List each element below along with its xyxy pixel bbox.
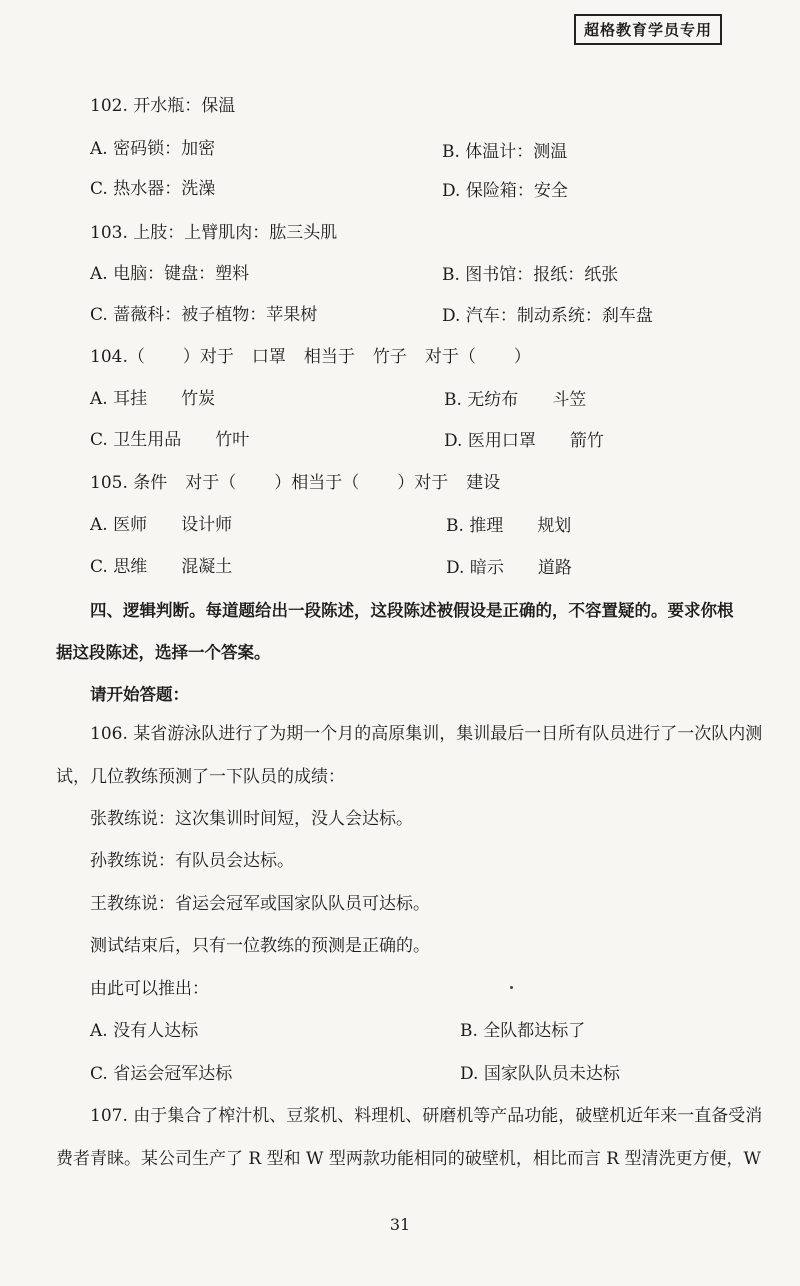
question-102-option-c: C. 热水器：洗澡 (90, 179, 216, 199)
option-label: A. 医师 (90, 515, 148, 535)
question-102-option-d: D. 保险箱：安全 (442, 181, 568, 201)
scan-speck (510, 986, 513, 989)
section-4-heading: 四、逻辑判断。每道题给出一段陈述，这段陈述被假设是正确的，不容置疑的。要求你根 (90, 601, 734, 620)
stem-part: 104.（ (90, 347, 145, 367)
stem-part: 对于（ (424, 347, 476, 367)
option-label: A. 耳挂 (90, 389, 148, 409)
question-102-option-b: B. 体温计：测温 (442, 142, 568, 162)
question-106-wang: 王教练说：省运会冠军或国家队队员可达标。 (90, 894, 430, 914)
stem-part: 口罩 (251, 347, 286, 367)
question-105-option-c (90, 556, 232, 578)
question-106-infer: 由此可以推出： (90, 979, 209, 999)
question-102-option-a: A. 密码锁：加密 (90, 139, 216, 159)
question-107-stem-cont: 费者青睐。某公司生产了 R 型和 W 型两款功能相同的破壁机，相比而言 R 型清洗更方便，W (56, 1149, 761, 1169)
option-value: 斗笠 (552, 390, 587, 410)
option-label: C. 思维 (90, 557, 148, 577)
option-value: 混凝土 (181, 557, 233, 577)
question-106-stem: 106. 某省游泳队进行了为期一个月的高原集训，集训最后一日所有队员进行了一次队内测 (90, 724, 763, 744)
page-number: 31 (389, 1215, 411, 1234)
question-106-option-a: A. 没有人达标 (90, 1021, 199, 1041)
question-106-option-c: C. 省运会冠军达标 (90, 1064, 233, 1084)
question-106-stem-cont: 试，几位教练预测了一下队员的成绩： (56, 767, 345, 787)
question-105-option-b (446, 515, 571, 537)
question-103-option-b: B. 图书馆：报纸：纸张 (442, 265, 619, 285)
option-label: B. 推理 (446, 516, 504, 536)
stem-part: ） (513, 347, 531, 367)
option-label: C. 卫生用品 (90, 430, 182, 450)
question-104-stem (90, 346, 531, 368)
question-106-sun: 孙教练说：有队员会达标。 (90, 851, 294, 871)
option-label: B. 无纺布 (444, 390, 519, 410)
option-label: D. 暗示 (446, 558, 504, 578)
question-104-option-b (444, 389, 586, 411)
stem-part: 竹子 (372, 347, 407, 367)
stem-part: 建设 (466, 473, 501, 493)
question-103-option-d: D. 汽车：制动系统：刹车盘 (442, 306, 653, 326)
stem-part: 相当于 (303, 347, 355, 367)
question-107-stem: 107. 由于集合了榨汁机、豆浆机、料理机、研磨机等产品功能，破壁机近年来一直备受消 (90, 1106, 763, 1126)
question-103-option-c: C. 蔷薇科：被子植物：苹果树 (90, 305, 318, 325)
option-value: 箭竹 (569, 431, 604, 451)
stem-part: ）对于 (182, 347, 234, 367)
stem-part: ）对于 (397, 473, 449, 493)
question-106-result: 测试结束后，只有一位教练的预测是正确的。 (90, 936, 430, 956)
section-4-start: 请开始答题： (90, 685, 189, 704)
option-label: D. 医用口罩 (444, 431, 536, 451)
question-106-option-d: D. 国家队队员未达标 (460, 1064, 620, 1084)
option-value: 竹叶 (215, 430, 250, 450)
question-106-zhang: 张教练说：这次集训时间短，没人会达标。 (90, 809, 413, 829)
header-stamp: 超格教育学员专用 (574, 14, 722, 45)
section-4-heading-cont: 据这段陈述，选择一个答案。 (56, 643, 271, 662)
question-102-stem: 102. 开水瓶：保温 (90, 96, 236, 116)
question-105-option-a (90, 514, 232, 536)
option-value: 设计师 (181, 515, 233, 535)
question-105-option-d (446, 557, 572, 579)
option-value: 道路 (537, 558, 572, 578)
question-103-stem: 103. 上肢：上臂肌肉：肱三头肌 (90, 223, 338, 243)
stem-part: 对于（ (185, 473, 237, 493)
option-value: 竹炭 (181, 389, 216, 409)
question-104-option-a (90, 388, 215, 410)
question-104-option-d (444, 430, 604, 452)
question-105-stem (90, 472, 500, 494)
option-value: 规划 (537, 516, 572, 536)
question-103-option-a: A. 电脑：键盘：塑料 (90, 264, 250, 284)
stem-part: 105. 条件 (90, 473, 168, 493)
question-104-option-c (90, 429, 249, 451)
question-106-option-b: B. 全队都达标了 (460, 1021, 586, 1041)
stem-part: ）相当于（ (274, 473, 360, 493)
